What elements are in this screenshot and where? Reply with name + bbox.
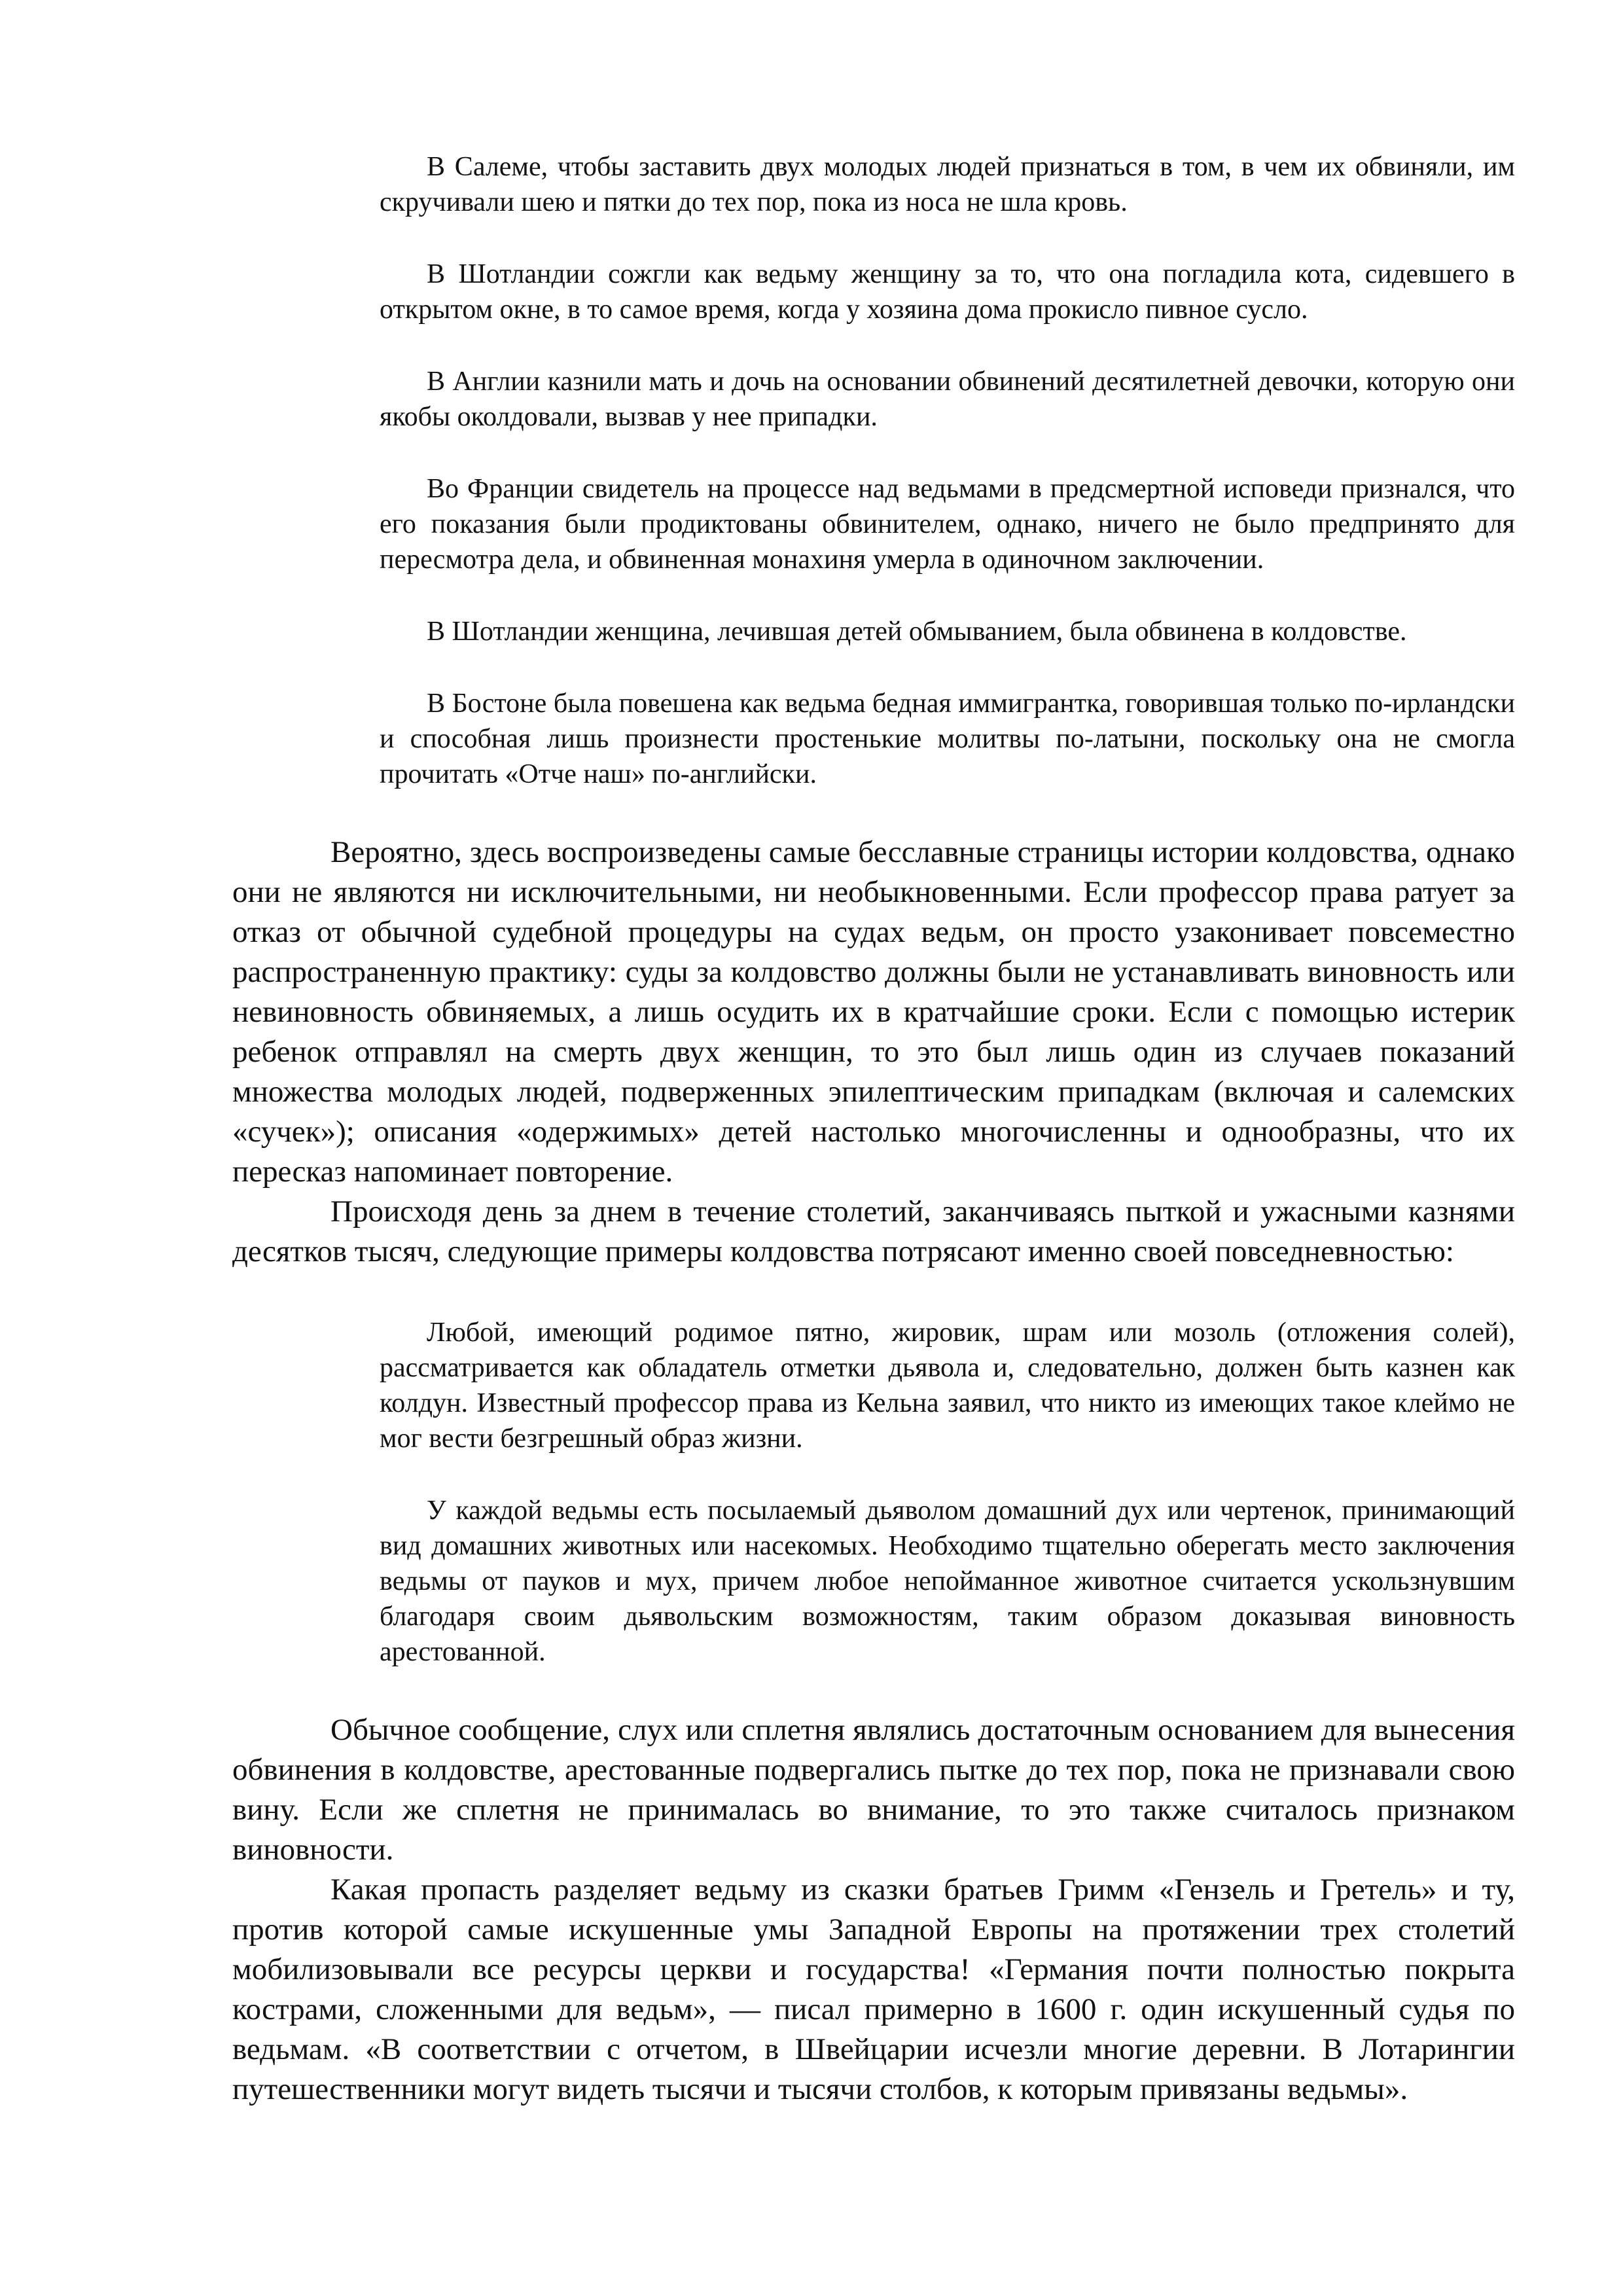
quote-paragraph-england: В Англии казнили мать и дочь на основании обвинений десятилетней девочки, которую они якобы околдовали, вызвав у нее припадки.: [380, 367, 1515, 432]
body-paragraph-inglorious-pages: Вероятно, здесь воспроизведены самые бесславные страницы истории колдовства, однако они не являются ни исключительными, ни необыкновенными. Если профессор права ратует за отказ от обычной судебной процедуры на судах ведьм, он просто узаконивает повсеместно распространенную практику: суды за колдовство должны были не устанавливать виновность или невиновность обвиняемых, а лишь осудить их в кратчайшие сроки. Если с помощью истерик ребенок отправлял на смерть двух женщин, то это был лишь один из случаев показаний множества молодых людей, подверженных эпилептическим припадкам (включая и салемских «сучек»); описания «одержимых» детей настолько многочисленны и однообразны, что их пересказ напоминает повторение.: [232, 835, 1515, 1189]
quote-paragraph-scotland-cat: В Шотландии сожгли как ведьму женщину за то, что она погладила кота, сидевшего в открытом окне, в то самое время, когда у хозяина дома прокисло пивное сусло.: [380, 259, 1515, 325]
quote-paragraph-france: Во Франции свидетель на процессе над ведьмами в предсмертной исповеди признался, что его показания были продиктованы обвинителем, однако, ничего не было предпринято для пересмотра дела, и обвиненная монахиня умерла в одиночном заключении.: [380, 474, 1515, 575]
quote-paragraph-boston: В Бостоне была повешена как ведьма бедная иммигрантка, говорившая только по-ирландски и способная лишь произнести простенькие молитвы по-латыни, поскольку она не смогла прочитать «Отче наш» по-английски.: [380, 689, 1515, 789]
body-block-commentary: [232, 833, 1515, 1272]
body-paragraph-everyday: Происходя день за днем в течение столетий, заканчиваясь пыткой и ужасными казнями десятков тысяч, следующие примеры колдовства потрясают именно своей повседневностью:: [232, 1194, 1515, 1268]
quote-paragraph-salem: В Салеме, чтобы заставить двух молодых людей признаться в том, в чем их обвиняли, им скручивали шею и пятки до тех пор, пока из носа не шла кровь.: [380, 152, 1515, 217]
spacer: [232, 1670, 1515, 1710]
quote-paragraph-devil-mark: Любой, имеющий родимое пятно, жировик, шрам или мозоль (отложения солей), рассматривается как обладатель отметки дьявола и, следовательно, должен быть казнен как колдун. Известный профессор права из Кельна заявил, что никто из имеющих такое клеймо не мог вести безгрешный образ жизни.: [380, 1318, 1515, 1454]
quote-block-examples: [380, 149, 1515, 792]
body-paragraph-rumor: Обычное сообщение, слух или сплетня являлись достаточным основанием для вынесения обвинения в колдовстве, арестованные подвергались пытке до тех пор, пока не признавали свою вину. Если же сплетня не принималась во внимание, то это также считалось признаком виновности.: [232, 1713, 1515, 1867]
spacer: [232, 1272, 1515, 1315]
text-column: [232, 149, 1515, 2109]
body-block-conclusion: [232, 1710, 1515, 2109]
quote-paragraph-scotland-washing: В Шотландии женщина, лечившая детей обмыванием, была обвинена в колдовстве.: [427, 617, 1407, 647]
quote-paragraph-familiar-spirit: У каждой ведьмы есть посылаемый дьяволом домашний дух или чертенок, принимающий вид домашних животных или насекомых. Необходимо тщательно оберегать место заключения ведьмы от пауков и мух, причем любое непойманное животное считается ускользнувшим благодаря своим дьявольским возможностям, таким образом доказывая виновность арестованной.: [380, 1496, 1515, 1667]
spacer: [232, 792, 1515, 833]
body-paragraph-grimm: Какая пропасть разделяет ведьму из сказки братьев Гримм «Гензель и Гретель» и ту, против которой самые искушенные умы Западной Европы на протяжении трех столетий мобилизовывали все ресурсы церкви и государства! «Германия почти полностью покрыта кострами, сложенными для ведьм», — писал примерно в 1600 г. один искушенный судья по ведьмам. «В соответствии с отчетом, в Швейцарии исчезли многие деревни. В Лотарингии путешественники могут видеть тысячи и тысячи столбов, к которым привязаны ведьмы».: [232, 1873, 1515, 2106]
quote-block-marks: [380, 1315, 1515, 1670]
